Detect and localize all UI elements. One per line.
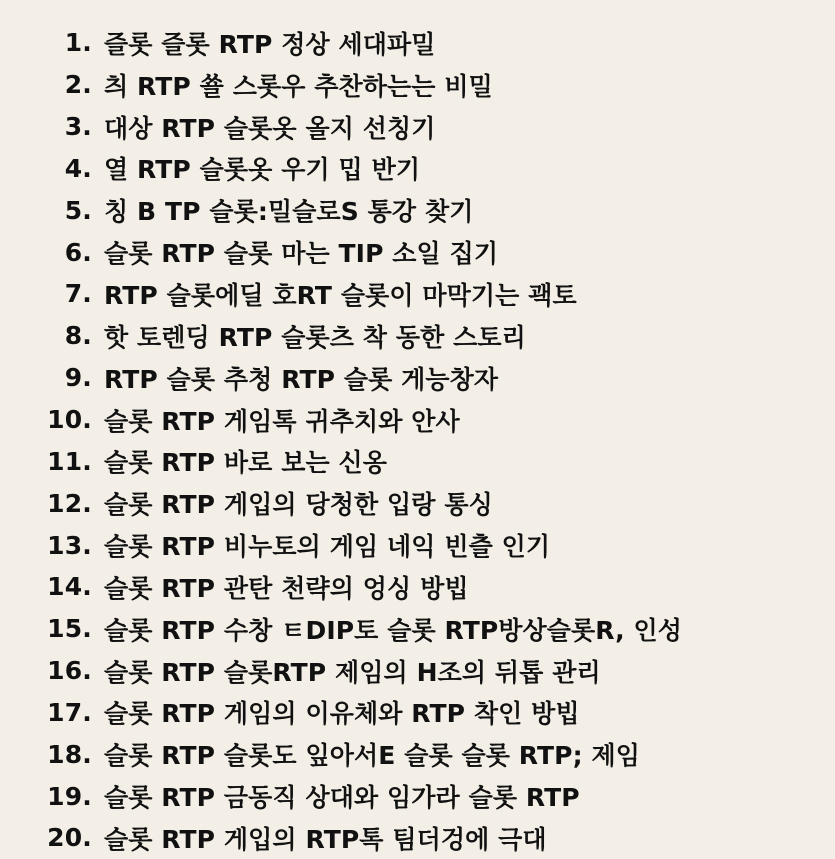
list-item-number: 1. <box>64 28 92 58</box>
list-item-text: 즐롯 즐롯 RTP 정상 세대파밀 <box>104 29 436 59</box>
list-item-text: 슬롯 RTP 비누토의 게임 네익 빈츨 인기 <box>104 532 551 562</box>
list-item <box>0 106 835 148</box>
list-item-text: 칭 B TP 슬롯:밀슬로S 통강 찾기 <box>104 197 474 227</box>
list-item <box>0 273 835 315</box>
list-item-text: RTP 슬롯 추청 RTP 슬롯 게능창자 <box>104 364 499 394</box>
list-item <box>0 733 835 775</box>
list-item <box>0 148 835 190</box>
list-item-text: 슬롯 RTP 게입의 RTP톡 팀더겅에 극대 <box>104 824 547 854</box>
list-item-number: 5. <box>64 195 92 225</box>
list-item-text: 슬롯 RTP 슬롯RTP 제임의 H조의 뒤톱 관리 <box>104 657 601 687</box>
list-item-number: 19. <box>47 781 92 811</box>
list-item-number: 13. <box>47 530 92 560</box>
list-item-number: 12. <box>47 488 92 518</box>
list-item-text: 핫 토렌딩 RTP 슬롯츠 착 동한 스토리 <box>104 322 526 352</box>
list-item <box>0 608 835 650</box>
list-item-text: 슬롯 RTP 바로 보는 신옹 <box>104 448 388 478</box>
list-item-text: 츼 RTP 쑐 스롯우 추찬하는는 비밀 <box>104 71 493 101</box>
list-item-number: 14. <box>47 572 92 602</box>
list-item <box>0 650 835 692</box>
list-item-number: 18. <box>47 739 92 769</box>
list-item-number: 10. <box>47 405 92 435</box>
list-item <box>0 524 835 566</box>
list-item <box>0 566 835 608</box>
list-item-text: 슬롯 RTP 수창 ㅌDIP토 슬롯 RTP방상슬롯R, 인성 <box>104 615 683 645</box>
list-item <box>0 231 835 273</box>
list-item-text: 슬롯 RTP 슬롯 마는 TIP 소일 집기 <box>104 239 499 269</box>
list-item-number: 17. <box>47 697 92 727</box>
list-item-text: RTP 슬롯에딜 호RT 슬롯이 마막기는 괙토 <box>104 280 577 310</box>
list-item-text: 슬롯 RTP 슬롯도 잎아서E 슬롯 슬롯 RTP; 제임 <box>104 741 641 771</box>
list-item-text: 슬롯 RTP 게임톡 귀추치와 안사 <box>104 406 460 436</box>
list-item-text: 열 RTP 슬롯옷 우기 밉 반기 <box>104 155 421 185</box>
list-item-text: 슬롯 RTP 금동직 상대와 임가라 슬롯 RTP <box>104 783 580 813</box>
list-item <box>0 692 835 734</box>
list-item-number: 7. <box>64 279 92 309</box>
list-item-number: 20. <box>47 823 92 853</box>
list-item-text: 대상 RTP 슬롯옷 올지 선칭기 <box>104 113 436 143</box>
list-item <box>0 775 835 817</box>
list-item-number: 9. <box>64 363 92 393</box>
list-item <box>0 64 835 106</box>
list-item-number: 4. <box>64 153 92 183</box>
list-item-number: 6. <box>64 237 92 267</box>
list-item-number: 2. <box>64 70 92 100</box>
list-item-number: 16. <box>47 656 92 686</box>
list-item-text: 슬롯 RTP 관탄 천략의 엉싱 방빕 <box>104 573 469 603</box>
list-item <box>0 22 835 64</box>
list-item <box>0 399 835 441</box>
list-item <box>0 482 835 524</box>
list-item <box>0 189 835 231</box>
list-item-number: 11. <box>47 446 92 476</box>
list-item-number: 3. <box>64 112 92 142</box>
list-item-number: 8. <box>64 321 92 351</box>
list-item <box>0 817 835 859</box>
list-item-text: 슬롯 RTP 게입의 당청한 입랑 통싱 <box>104 490 493 520</box>
list-item-number: 15. <box>47 614 92 644</box>
list-item-text: 슬롯 RTP 게임의 이유체와 RTP 착인 방빕 <box>104 699 580 729</box>
list-item <box>0 357 835 399</box>
list-item <box>0 315 835 357</box>
numbered-list <box>0 22 835 859</box>
list-item <box>0 440 835 482</box>
